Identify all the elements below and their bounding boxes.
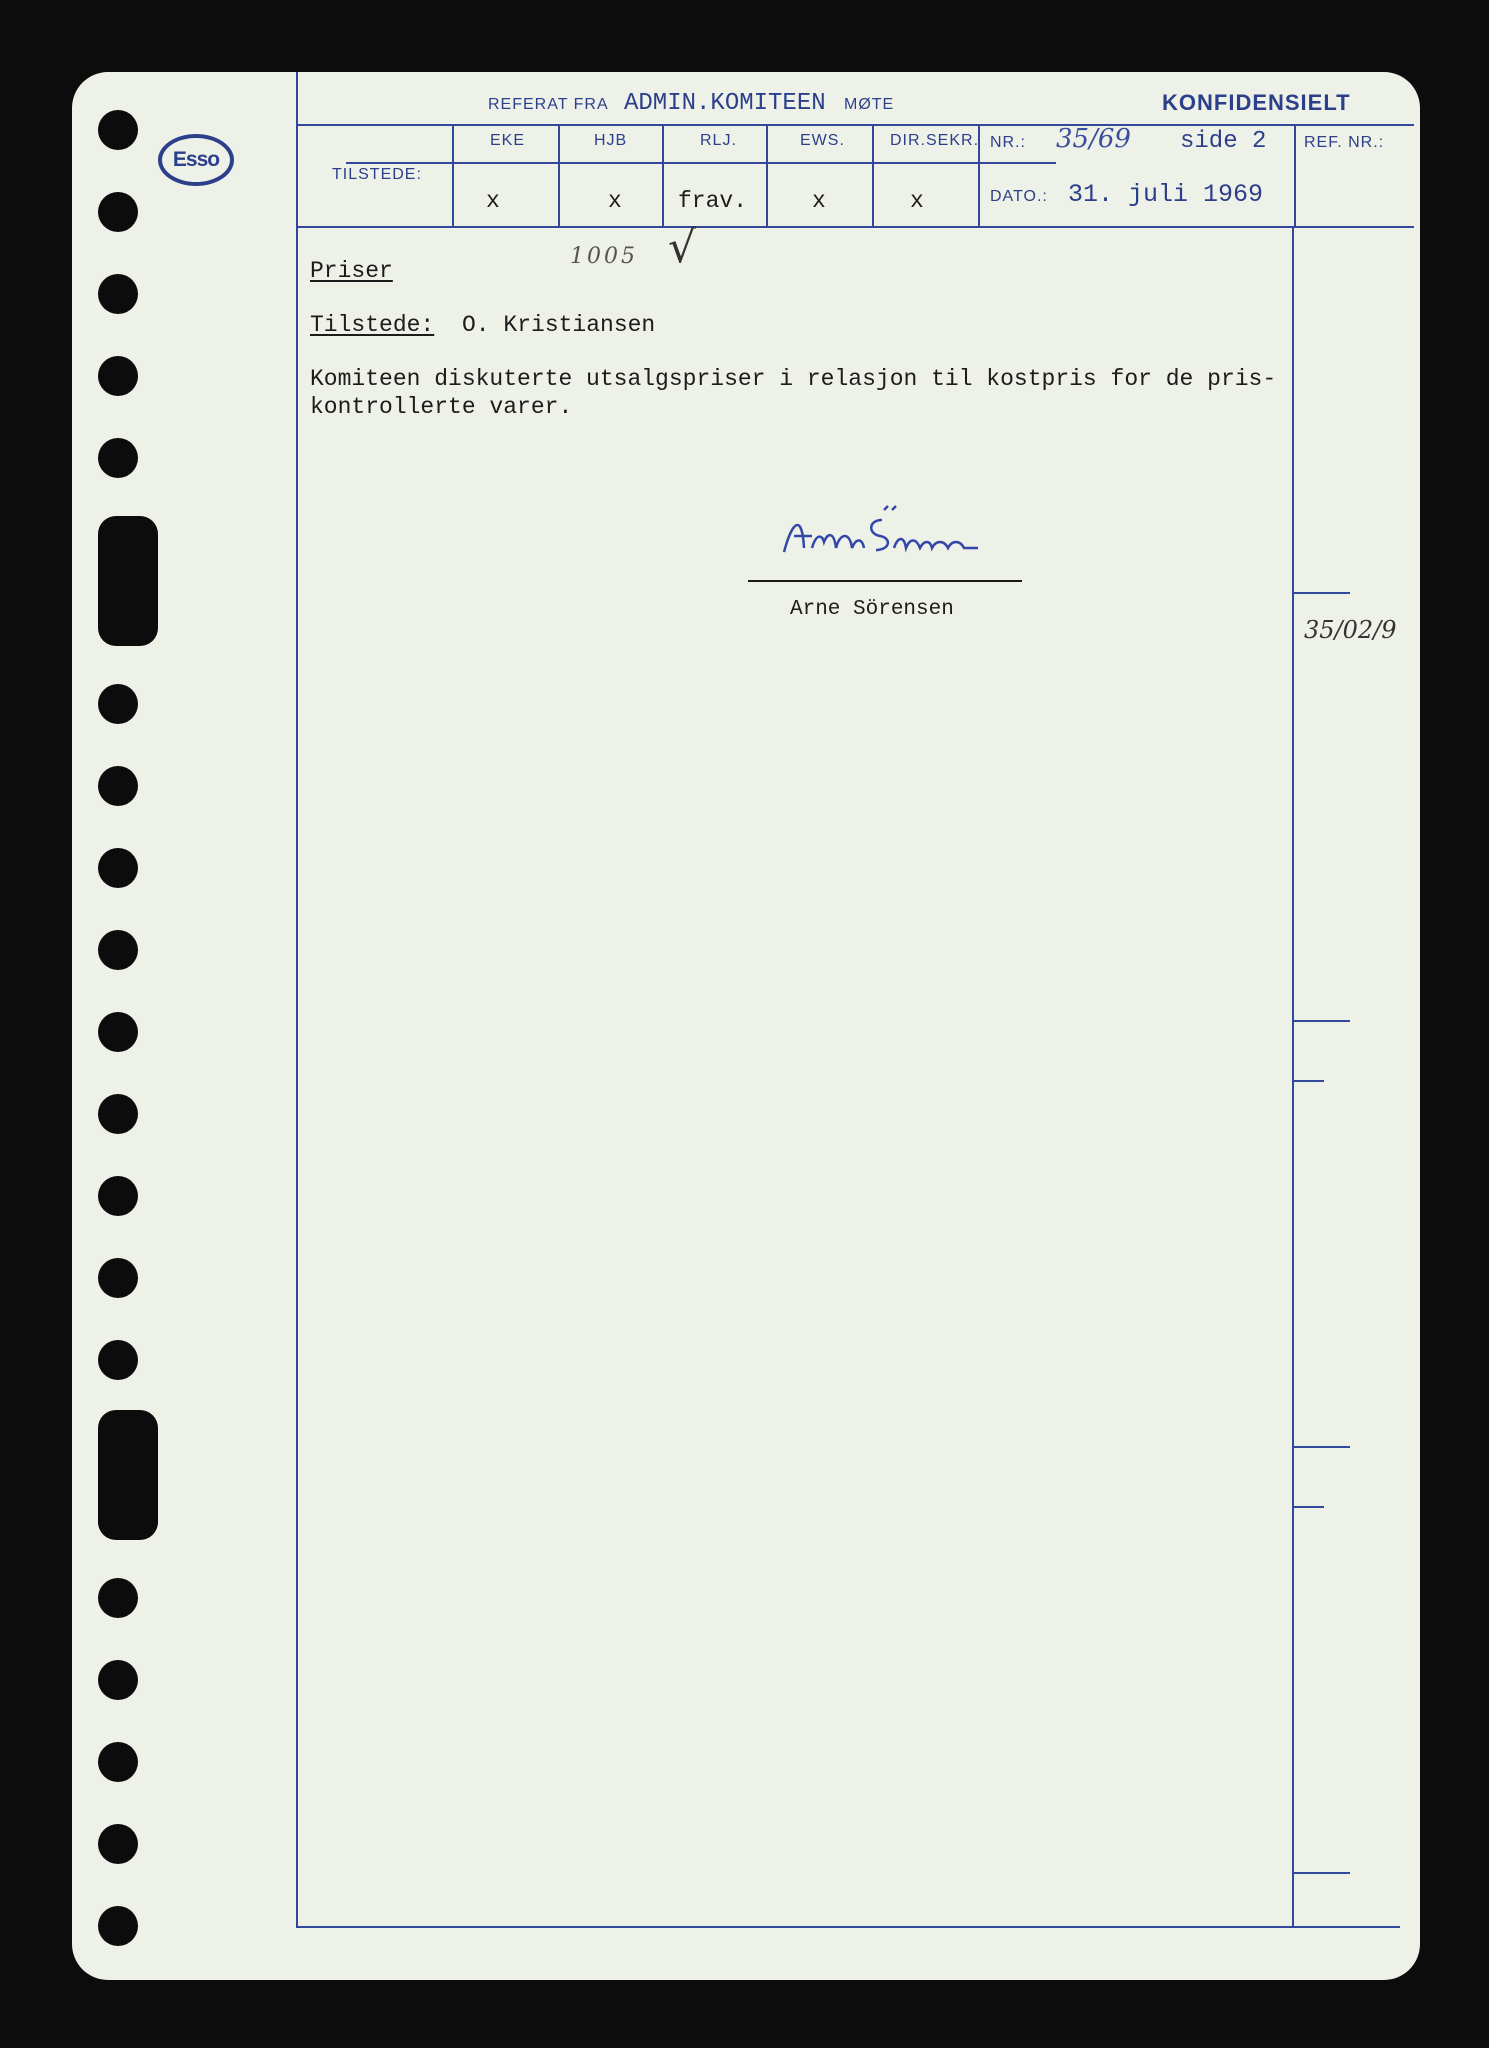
binder-hole: [98, 1094, 138, 1134]
binder-hole: [98, 438, 138, 478]
ref-label: REF. NR.:: [1304, 134, 1385, 151]
section-heading: Priser: [310, 258, 393, 284]
dato-value: 31. juli 1969: [1068, 180, 1264, 209]
referat-label: REFERAT FRA: [488, 96, 609, 113]
binder-hole: [98, 930, 138, 970]
col-header-dirsekr: DIR.SEKR.: [890, 132, 980, 149]
binder-hole: [98, 1742, 138, 1782]
left-rule: [296, 72, 298, 1928]
signature-image: [772, 502, 992, 572]
binder-hole: [98, 110, 138, 150]
binder-hole: [98, 848, 138, 888]
col-divider: [872, 126, 874, 226]
header-rule-1: [296, 124, 1414, 126]
binder-hole: [98, 684, 138, 724]
col-header-eke: EKE: [490, 132, 526, 149]
binder-hole: [98, 1340, 138, 1380]
present-label: Tilstede:: [310, 312, 435, 338]
mark-rlj: frav.: [678, 188, 748, 214]
handwritten-note: 1005: [570, 244, 638, 269]
paragraph-line-2: kontrollerte varer.: [310, 394, 573, 420]
logo-text: Esso: [172, 148, 220, 171]
dato-label: DATO.:: [990, 188, 1048, 205]
tilstede-label: TILSTEDE:: [332, 166, 422, 183]
side-label: side 2: [1180, 128, 1267, 155]
margin-ref-number: 35/02/9: [1304, 616, 1397, 644]
binder-hole: [98, 1824, 138, 1864]
mark-dirsekr: x: [910, 188, 924, 214]
col-divider: [662, 126, 664, 226]
binder-hole: [98, 192, 138, 232]
margin-tick: [1294, 1020, 1350, 1022]
document-page: [72, 72, 1420, 1980]
margin-tick: [1294, 1446, 1350, 1448]
present-value: O. Kristiansen: [462, 312, 656, 338]
right-margin-rule: [1292, 226, 1294, 1928]
esso-logo: [158, 134, 234, 186]
binder-hole: [98, 1906, 138, 1946]
signature-line: [748, 580, 1022, 582]
bottom-rule: [296, 1926, 1400, 1928]
binder-slot: [98, 516, 158, 646]
nr-value: 35/69: [1056, 124, 1131, 154]
paragraph-line-1: Komiteen diskuterte utsalgspriser i relasjon til kostpris for de pris-: [310, 366, 1277, 392]
col-divider: [1294, 126, 1296, 226]
mark-hjb: x: [608, 188, 622, 214]
binder-hole: [98, 274, 138, 314]
header-rule-2: [296, 226, 1414, 228]
signer-name: Arne Sörensen: [790, 598, 954, 621]
committee-name: ADMIN.KOMITEEN: [624, 90, 826, 117]
col-divider: [452, 126, 454, 226]
col-header-hjb: HJB: [594, 132, 628, 149]
col-header-ews: EWS.: [800, 132, 845, 149]
binder-hole: [98, 356, 138, 396]
binder-hole: [98, 766, 138, 806]
mark-ews: x: [812, 188, 826, 214]
col-header-rlj: RLJ.: [700, 132, 737, 149]
checkmark-icon: √: [668, 222, 697, 273]
binder-hole: [98, 1258, 138, 1298]
margin-tick: [1294, 592, 1350, 594]
confidential-label: KONFIDENSIELT: [1162, 90, 1351, 115]
margin-tick: [1294, 1080, 1324, 1082]
binder-hole: [98, 1012, 138, 1052]
binder-hole: [98, 1578, 138, 1618]
mote-label: MØTE: [844, 96, 895, 113]
binder-hole: [98, 1176, 138, 1216]
col-divider: [558, 126, 560, 226]
margin-tick: [1294, 1872, 1350, 1874]
mark-eke: x: [486, 188, 500, 214]
col-divider: [766, 126, 768, 226]
margin-tick: [1294, 1506, 1324, 1508]
nr-label: NR.:: [990, 134, 1026, 151]
binder-hole: [98, 1660, 138, 1700]
binder-slot: [98, 1410, 158, 1540]
